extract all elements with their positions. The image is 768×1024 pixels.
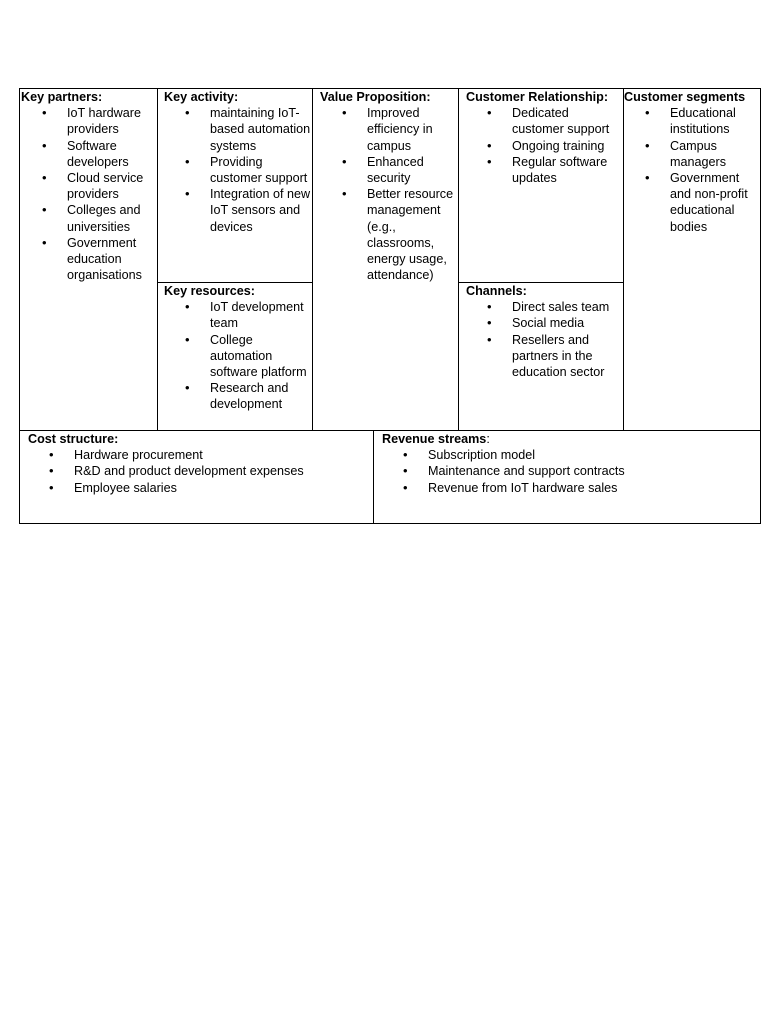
key-partners-title: Key partners: — [21, 90, 103, 104]
revenue-streams-cell — [373, 430, 761, 524]
list-item: • Educational institutions — [670, 105, 760, 137]
customer-segments-cell — [623, 88, 761, 431]
key-partners-list — [21, 105, 157, 283]
key-resources-list — [164, 299, 312, 412]
customer-relationship-list — [466, 105, 623, 186]
key-activity-title: Key activity: — [164, 90, 239, 104]
list-item: • IoT development team — [210, 299, 312, 331]
customer-segments-list — [624, 105, 760, 235]
list-item: • Providing customer support — [210, 154, 312, 186]
list-item: • Government and non-profit educational bodies — [670, 170, 760, 235]
list-item: • R&D and product development expenses — [74, 463, 373, 479]
key-partners-cell — [19, 88, 158, 431]
cost-structure-cell — [19, 430, 374, 524]
list-item: • College automation software platform — [210, 332, 312, 381]
list-item: • maintaining IoT-based automation systems — [210, 105, 312, 154]
list-item: • Dedicated customer support — [512, 105, 623, 137]
revenue-streams-heading — [382, 431, 760, 447]
list-item: • IoT hardware providers — [67, 105, 157, 137]
list-item: • Government education organisations — [67, 235, 157, 284]
list-item: • Regular software updates — [512, 154, 623, 186]
list-item: • Ongoing training — [512, 138, 623, 154]
value-proposition-list — [320, 105, 458, 283]
list-item: • Hardware procurement — [74, 447, 373, 463]
value-proposition-title: Value Proposition: — [320, 90, 431, 104]
list-item: • Better resource management (e.g., classrooms, energy usage, attendance) — [367, 186, 454, 283]
customer-relationship-title: Customer Relationship: — [466, 90, 609, 104]
cost-structure-list — [28, 447, 373, 496]
list-item: • Direct sales team — [512, 299, 623, 315]
list-item: • Integration of new IoT sensors and devices — [210, 186, 312, 235]
list-item: • Campus managers — [670, 138, 760, 170]
revenue-streams-list — [382, 447, 760, 496]
revenue-streams-title: Revenue streams — [382, 432, 487, 446]
revenue-streams-colon: : — [486, 432, 490, 446]
list-item: • Social media — [512, 315, 623, 331]
key-activity-cell — [157, 88, 313, 283]
key-activity-list — [164, 105, 312, 235]
list-item: • Revenue from IoT hardware sales — [428, 480, 760, 496]
list-item: • Improved efficiency in campus — [367, 105, 454, 154]
channels-title: Channels: — [466, 284, 527, 298]
list-item: • Research and development — [210, 380, 312, 412]
list-item: • Subscription model — [428, 447, 760, 463]
value-proposition-cell — [312, 88, 459, 431]
channels-list — [466, 299, 623, 380]
list-item: • Maintenance and support contracts — [428, 463, 760, 479]
list-item: • Colleges and universities — [67, 202, 157, 234]
customer-relationship-cell — [458, 88, 624, 283]
key-resources-cell — [157, 282, 313, 431]
list-item: • Resellers and partners in the education sector — [512, 332, 623, 381]
customer-segments-title: Customer segments — [624, 90, 746, 104]
list-item: • Software developers — [67, 138, 157, 170]
key-resources-title: Key resources: — [164, 284, 256, 298]
channels-cell — [458, 282, 624, 431]
cost-structure-title: Cost structure: — [28, 432, 119, 446]
list-item: • Cloud service providers — [67, 170, 157, 202]
list-item: • Employee salaries — [74, 480, 373, 496]
list-item: • Enhanced security — [367, 154, 454, 186]
